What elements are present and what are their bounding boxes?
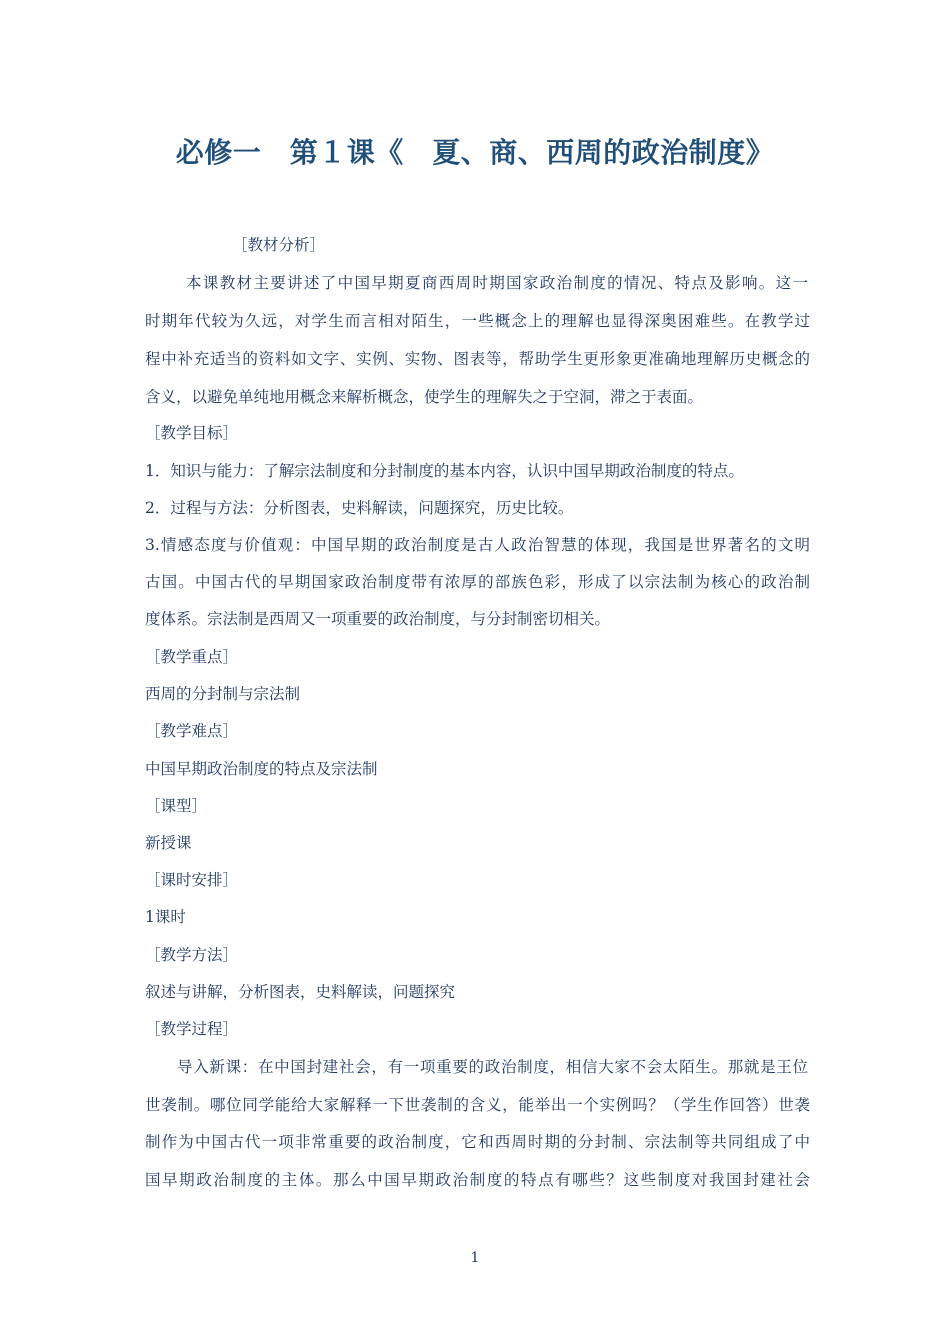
lesson-type-heading: ［课型］ xyxy=(145,797,208,815)
process-heading: ［教学过程］ xyxy=(145,1020,239,1038)
difficulties-heading: ［教学难点］ xyxy=(145,722,239,740)
process-line-1: 导入新课：在中国封建社会，有一项重要的政治制度，相信大家不会太陌生。那就是王位 xyxy=(177,1058,808,1076)
schedule-text: 1课时 xyxy=(145,908,186,926)
objective-3-line-1: 3.情感态度与价值观：中国早期的政治制度是古人政治智慧的体现，我国是世界著名的文明 xyxy=(145,536,810,554)
document-title: 必修一 第１课《 夏、商、西周的政治制度》 xyxy=(175,136,775,169)
page-number: 1 xyxy=(470,1250,480,1266)
process-line-3: 制作为中国古代一项非常重要的政治制度，它和西周时期的分封制、宗法制等共同组成了中 xyxy=(145,1133,810,1151)
lesson-type-text: 新授课 xyxy=(145,834,192,852)
methods-heading: ［教学方法］ xyxy=(145,946,239,964)
objective-3-line-3: 度体系。宗法制是西周又一项重要的政治制度，与分封制密切相关。 xyxy=(145,610,611,628)
material-analysis-line-1: 本课教材主要讲述了中国早期夏商西周时期国家政治制度的情况、特点及影响。这一 xyxy=(186,274,808,292)
key-points-text: 西周的分封制与宗法制 xyxy=(145,685,301,703)
process-line-4: 国早期政治制度的主体。那么中国早期政治制度的特点有哪些？这些制度对我国封建社会 xyxy=(145,1171,810,1189)
schedule-heading: ［课时安排］ xyxy=(145,871,239,889)
objectives-heading: ［教学目标］ xyxy=(145,424,239,442)
material-analysis-line-3: 程中补充适当的资料如文字、实例、实物、图表等，帮助学生更形象更准确地理解历史概念的 xyxy=(145,350,810,368)
material-analysis-line-2: 时期年代较为久远，对学生而言相对陌生，一些概念上的理解也显得深奥困难些。在教学过 xyxy=(145,312,810,330)
objective-3-line-2: 古国。中国古代的早期国家政治制度带有浓厚的部族色彩，形成了以宗法制为核心的政治制 xyxy=(145,573,810,591)
objective-2: 2．过程与方法：分析图表，史料解读，问题探究，历史比较。 xyxy=(145,499,574,517)
material-analysis-heading: ［教材分析］ xyxy=(232,236,326,254)
key-points-heading: ［教学重点］ xyxy=(145,648,239,666)
process-line-2: 世袭制。哪位同学能给大家解释一下世袭制的含义，能举出一个实例吗？（学生作回答）世袭 xyxy=(145,1096,810,1114)
material-analysis-line-4: 含义，以避免单纯地用概念来解析概念，使学生的理解失之于空洞，滞之于表面。 xyxy=(145,388,704,406)
difficulties-text: 中国早期政治制度的特点及宗法制 xyxy=(145,760,378,778)
objective-1: 1．知识与能力：了解宗法制度和分封制度的基本内容，认识中国早期政治制度的特点。 xyxy=(145,462,744,480)
methods-text: 叙述与讲解，分析图表，史料解读，问题探究 xyxy=(145,983,456,1001)
